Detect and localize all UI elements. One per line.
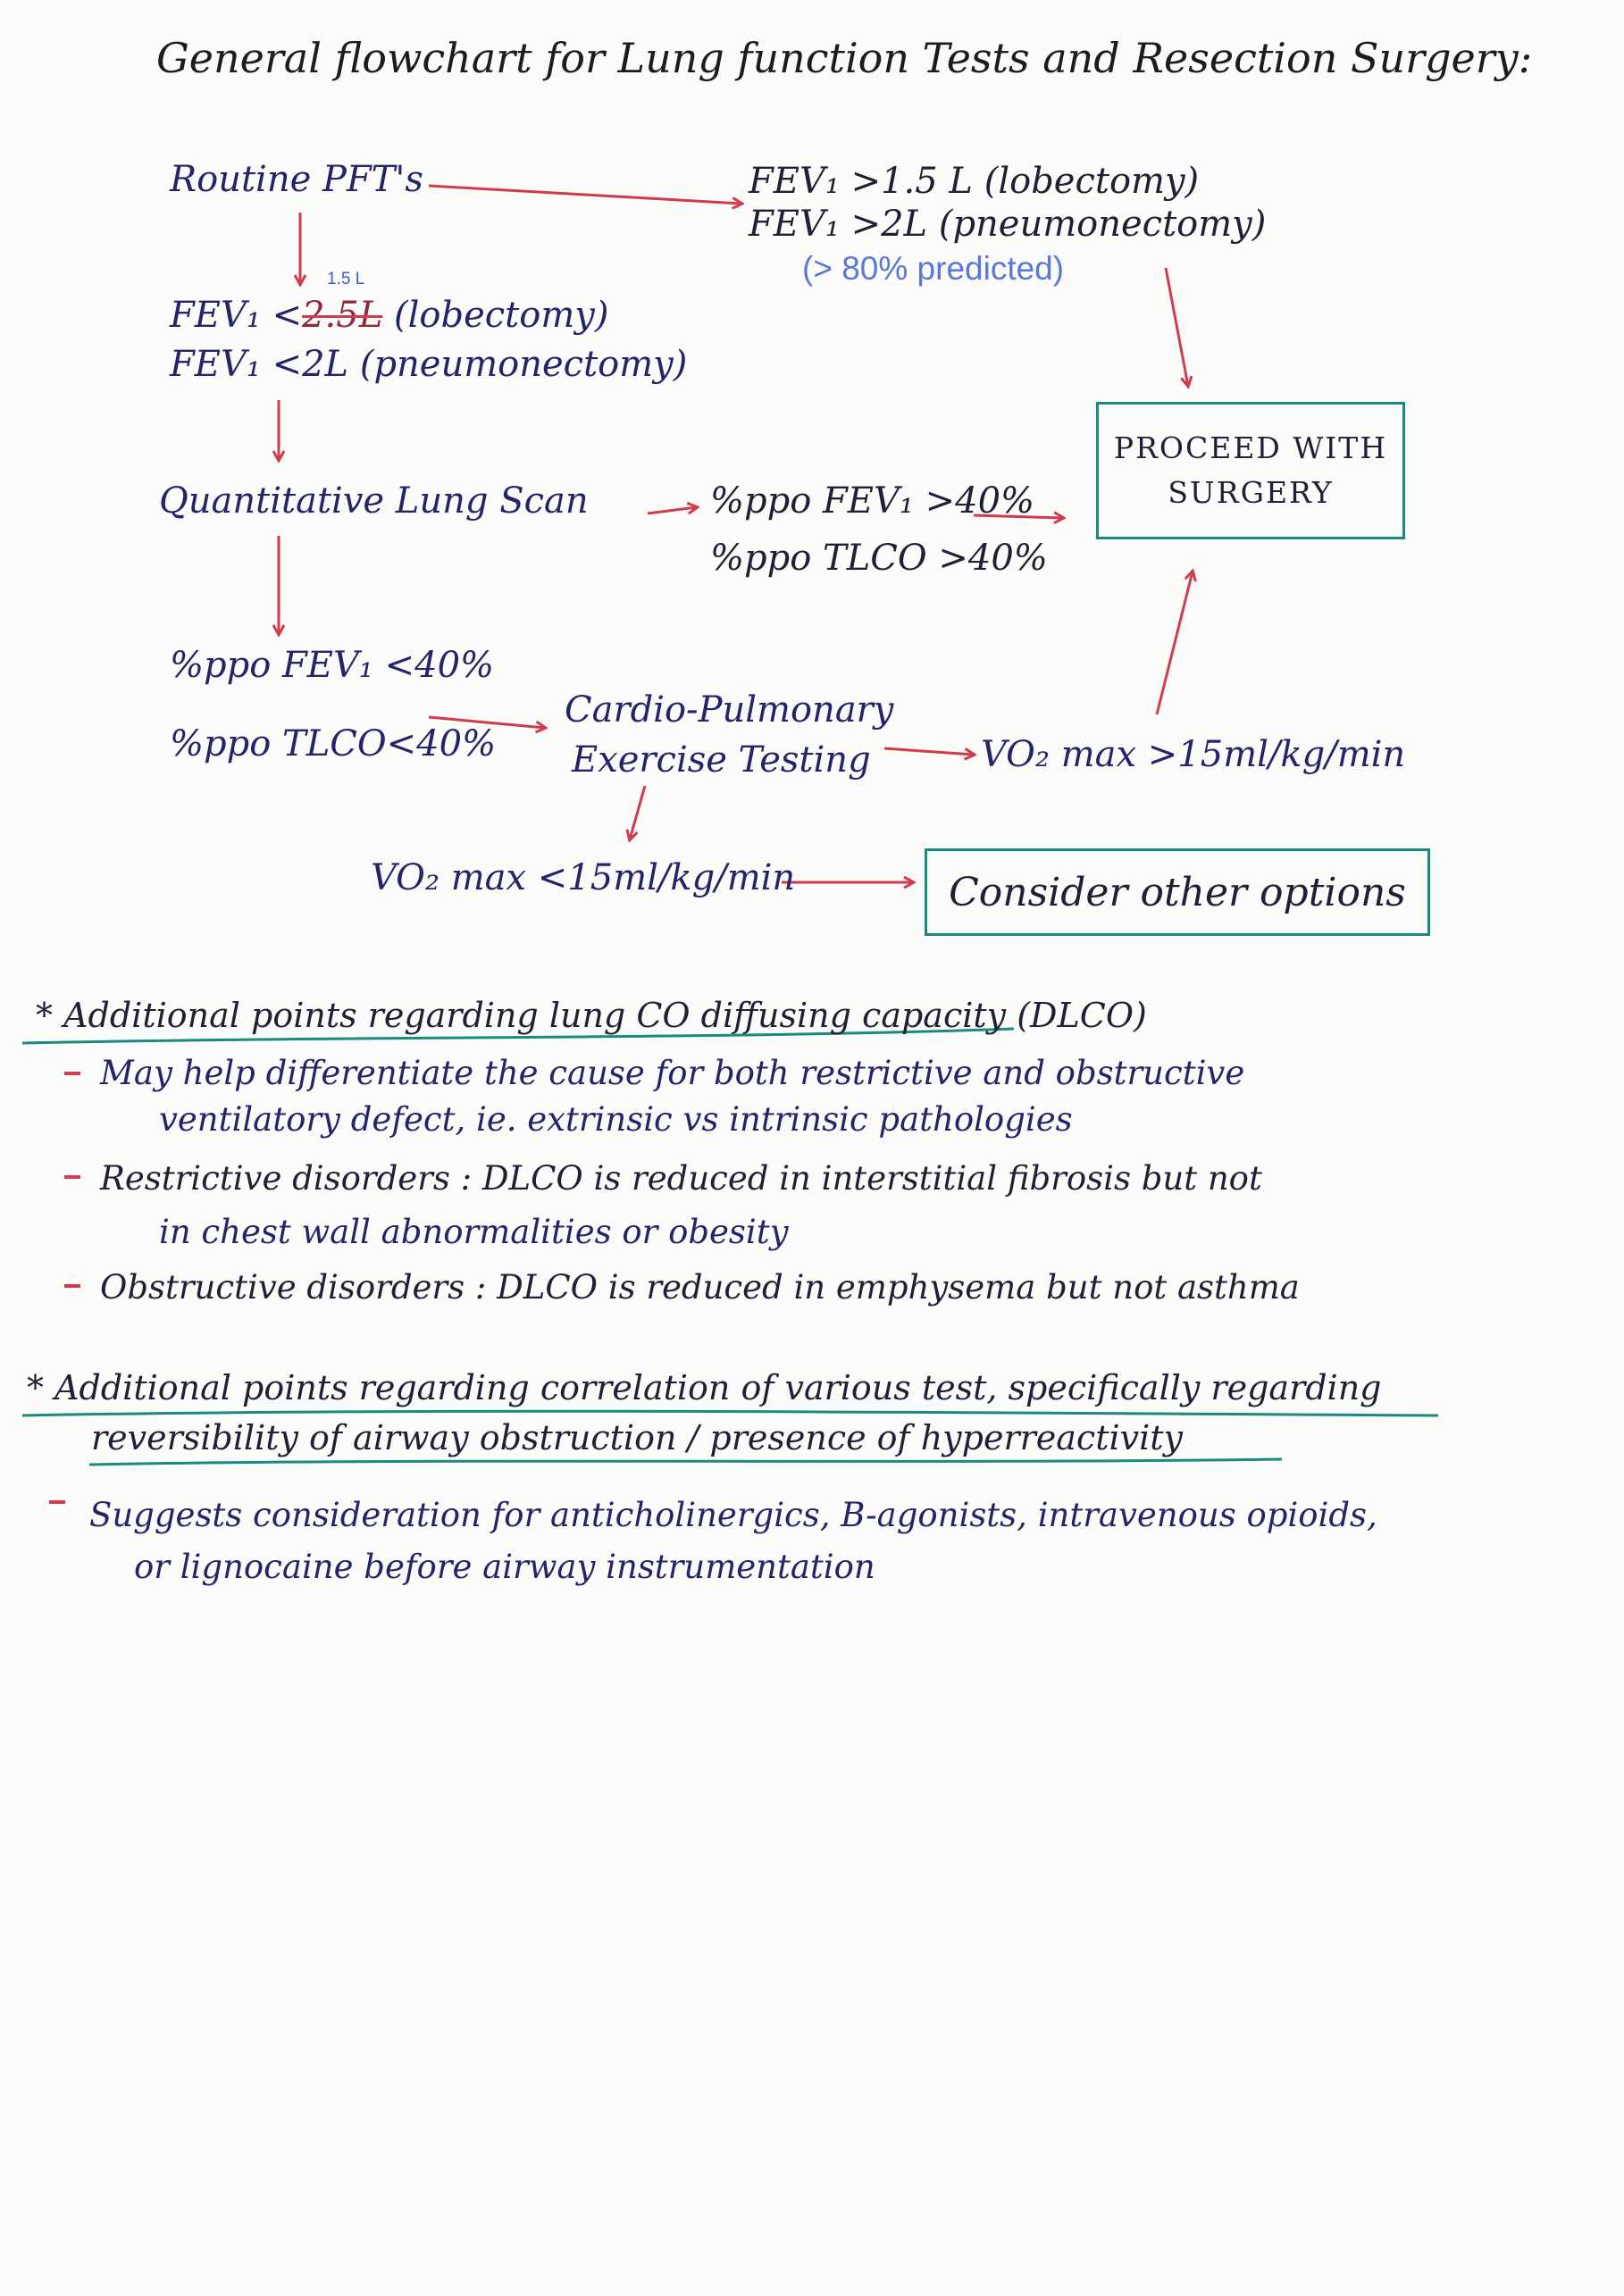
quantitative-lung-scan: Quantitative Lung Scan xyxy=(159,480,589,522)
predicted-note: (> 80% predicted) xyxy=(802,250,1065,287)
consider-label: Consider other options xyxy=(949,869,1406,915)
vo2-max-high: VO₂ max >15ml/kg/min xyxy=(981,734,1406,775)
fev-low-suffix: (lobectomy) xyxy=(394,295,609,336)
bullet-dash xyxy=(64,1175,80,1179)
fev-high-lobectomy: FEV₁ >1.5 L (lobectomy) xyxy=(749,161,1200,202)
correlation-heading-line-1: * Additional points regarding correlation of various test, specifically regarding xyxy=(27,1368,1382,1407)
arrow-fev-high-to-proceed xyxy=(1166,268,1188,386)
page-title: General flowchart for Lung function Tests and Resection Surgery: xyxy=(156,34,1533,82)
correlation-bullet-1-line-2: or lignocaine before airway instrumentation xyxy=(134,1548,875,1586)
fev-low-pneumonectomy: FEV₁ <2L (pneumonectomy) xyxy=(170,344,688,385)
dlco-bullet-1-line-1: May help differentiate the cause for both restrictive and obstructive xyxy=(100,1054,1245,1092)
dlco-bullet-1-line-2: ventilatory defect, ie. extrinsic vs intrinsic pathologies xyxy=(159,1100,1073,1139)
cpet-line-1: Cardio-Pulmonary xyxy=(565,689,894,731)
ppo-fev-low: %ppo FEV₁ <40% xyxy=(170,645,495,686)
proceed-line-1: PROCEED WITH xyxy=(1113,430,1388,465)
corr-heading-underline-2 xyxy=(89,1459,1282,1465)
ppo-tlco-low: %ppo TLCO<40% xyxy=(170,723,497,764)
cpet-line-2: Exercise Testing xyxy=(572,739,871,781)
corr-heading-underline-1 xyxy=(22,1411,1438,1415)
ppo-fev-high: %ppo FEV₁ >40% xyxy=(710,480,1035,522)
fev-low-struck-value: 2.5L xyxy=(302,295,383,336)
fev-low-lobectomy xyxy=(170,295,608,336)
correlation-bullet-1-line-1: Suggests consideration for anticholinergics, B-agonists, intravenous opioids, xyxy=(89,1496,1377,1534)
arrow-scan-to-ppo-high xyxy=(648,507,697,513)
fev-low-prefix: FEV₁ < xyxy=(170,295,303,336)
vo2-max-low: VO₂ max <15ml/kg/min xyxy=(371,857,796,898)
arrow-pft-to-fev-high xyxy=(429,186,741,204)
arrow-vo2-high-to-proceed xyxy=(1157,572,1193,714)
bullet-dash xyxy=(64,1284,80,1288)
dlco-heading: * Additional points regarding lung CO diffusing capacity (DLCO) xyxy=(36,996,1147,1035)
consider-other-options-box xyxy=(925,848,1430,936)
bullet-dash xyxy=(49,1500,65,1504)
proceed-with-surgery-box xyxy=(1096,402,1405,539)
bullet-dash xyxy=(64,1072,80,1075)
arrow-cpet-to-vo2-low xyxy=(630,786,645,839)
arrow-cpet-to-vo2-high xyxy=(884,748,974,755)
dlco-bullet-2-line-2: in chest wall abnormalities or obesity xyxy=(159,1213,789,1251)
routine-pft-label: Routine PFT's xyxy=(170,159,423,200)
proceed-line-2: SURGERY xyxy=(1168,475,1334,510)
dlco-bullet-2-text: Restrictive disorders : DLCO is reduced in interstitial fibrosis but not xyxy=(100,1159,1262,1198)
dlco-bullet-2-line-1 xyxy=(100,1159,1262,1198)
fev-high-pneumonectomy: FEV₁ >2L (pneumonectomy) xyxy=(749,204,1267,245)
correction-note: 1.5 L xyxy=(327,270,365,288)
ppo-tlco-high: %ppo TLCO >40% xyxy=(710,538,1048,579)
correlation-heading-line-2: reversibility of airway obstruction / presence of hyperreactivity xyxy=(91,1418,1183,1457)
dlco-bullet-3: Obstructive disorders : DLCO is reduced in emphysema but not asthma xyxy=(100,1268,1300,1307)
